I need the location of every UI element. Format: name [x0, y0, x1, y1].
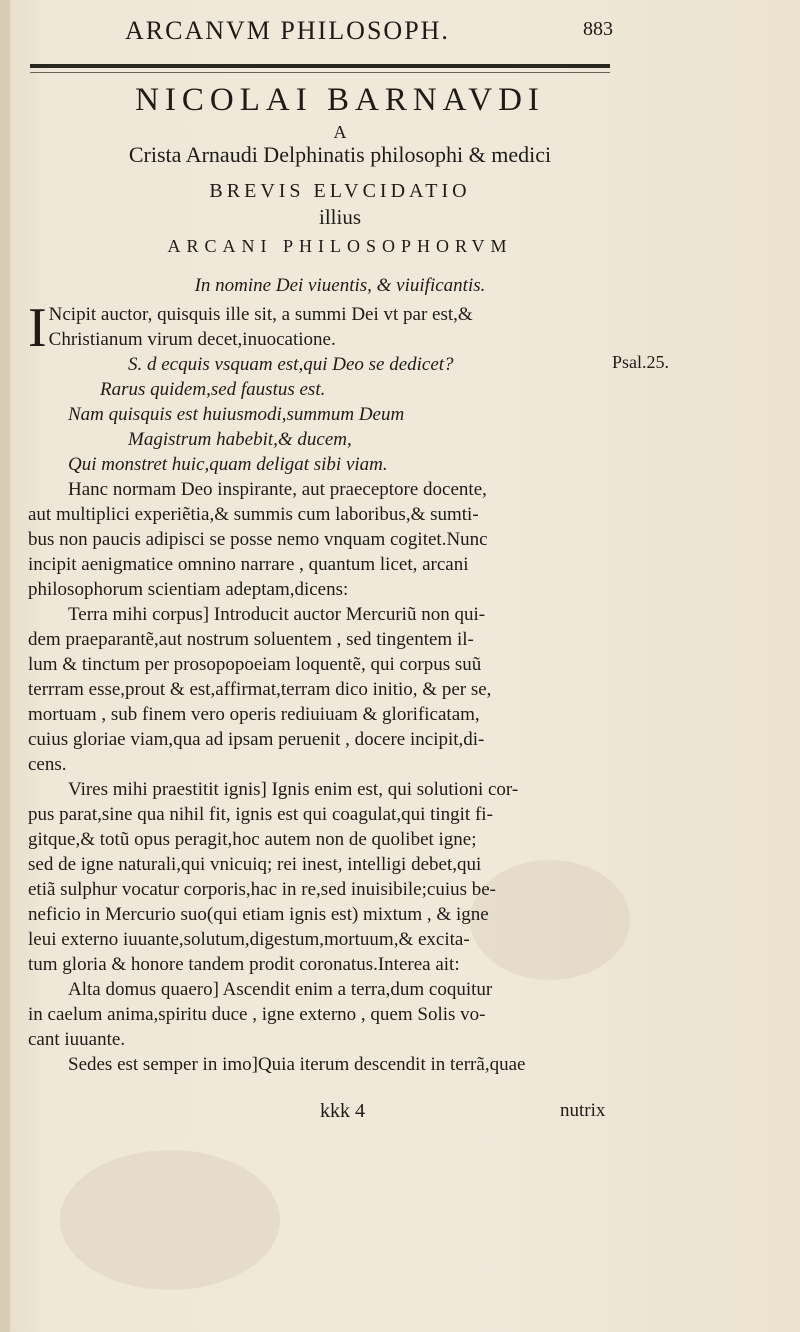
text-line: neficio in Mercurio suo(qui etiam ignis est) mixtum , & igne: [28, 904, 489, 925]
text-line: Terra mihi corpus] Introducit auctor Mercuriũ non qui-: [68, 604, 486, 625]
page-number: 883: [583, 18, 613, 40]
running-head-title: ARCANVM PHILOSOPH.: [125, 16, 450, 45]
text-line: cens.: [28, 754, 67, 775]
text-line: cuius gloriae viam,qua ad ipsam peruenit , docere incipit,di-: [28, 729, 485, 750]
text-line: Alta domus quaero] Ascendit enim a terra,dum coquitur: [68, 979, 493, 1000]
drop-cap: I: [28, 297, 47, 359]
author-name: NICOLAI BARNAVDI: [135, 82, 545, 118]
text-line: philosophorum scientiam adeptam,dicens:: [28, 579, 349, 600]
text-line: terrram esse,prout & est,affirmat,terram dico initio, & per se,: [28, 679, 492, 700]
text-line: etiã sulphur vocatur corporis,hac in re,sed inuisibile;cuius be-: [28, 879, 497, 900]
text-line: Hanc normam Deo inspirante, aut praeceptore docente,: [68, 479, 487, 500]
text-line: incipit aenigmatice omnino narrare , quantum licet, arcani: [28, 554, 469, 575]
text-line: leui externo iuuante,solutum,digestum,mortuum,& excita-: [28, 929, 470, 950]
text-line: S. d ecquis vsquam est,qui Deo se dedicet?: [128, 354, 454, 375]
signature-mark: kkk 4: [320, 1100, 365, 1122]
text-line: Christianum virum decet,inuocatione.: [48, 329, 336, 350]
paper-stain: [60, 1150, 280, 1290]
text-line: Vires mihi praestitit ignis] Ignis enim est, qui solutioni cor-: [68, 779, 519, 800]
invocation: In nomine Dei viuentis, & viuificantis.: [194, 275, 486, 296]
text-line: dem praeparantẽ,aut nostrum soluentem , sed tingentem il-: [28, 629, 474, 650]
margin-note: Psal.25.: [612, 352, 670, 372]
preposition: A: [333, 122, 347, 142]
text-line: lum & tinctum per prosopopoeiam loquentẽ, qui corpus suũ: [28, 654, 482, 675]
text-line: Rarus quidem,sed faustus est.: [100, 379, 326, 400]
text-line: cant iuuante.: [28, 1029, 126, 1050]
text-line: Sedes est semper in imo]Quia iterum descendit in terrã,quae: [68, 1054, 526, 1075]
text-line: Nam quisquis est huiusmodi,summum Deum: [68, 404, 405, 425]
text-line: mortuam , sub finem vero operis rediuiuam & glorificatam,: [28, 704, 480, 725]
text-line: Magistrum habebit,& ducem,: [128, 429, 352, 450]
running-head: [0, 16, 800, 56]
title-arcani: ARCANI PHILOSOPHORVM: [167, 236, 513, 256]
header-rule-thin: [30, 72, 610, 73]
title-illius: illius: [318, 205, 361, 229]
text-line: pus parat,sine qua nihil fit, ignis est qui coagulat,qui tingit fi-: [28, 804, 493, 825]
text-line: sed de igne naturali,qui vnicuiq; rei inest, intelligi debet,qui: [28, 854, 482, 875]
work-title: BREVIS ELVCIDATIO: [209, 180, 471, 202]
text-line: I Ncipit auctor, quisquis ille sit, a summi Dei vt par est,&: [28, 297, 473, 359]
text-line: aut multiplici experiẽtia,& summis cum laboribus,& sumti-: [28, 504, 479, 525]
text-line: gitque,& totũ opus peragit,hoc autem non de quolibet igne;: [28, 829, 477, 850]
catchword: nutrix: [560, 1100, 606, 1121]
author-description: Crista Arnaudi Delphinatis philosophi & medici: [128, 142, 552, 167]
page-gutter: [0, 0, 10, 1332]
text-line: Qui monstret huic,quam deligat sibi viam.: [68, 454, 388, 475]
body-text: [28, 297, 628, 1077]
text-line: tum gloria & honore tandem prodit coronatus.Interea ait:: [28, 954, 460, 975]
text-line: bus non paucis adipisci se posse nemo vnquam cogitet.Nunc: [28, 529, 488, 550]
header-rule: [30, 64, 610, 68]
text-line: in caelum anima,spiritu duce , igne externo , quem Solis vo-: [28, 1004, 486, 1025]
